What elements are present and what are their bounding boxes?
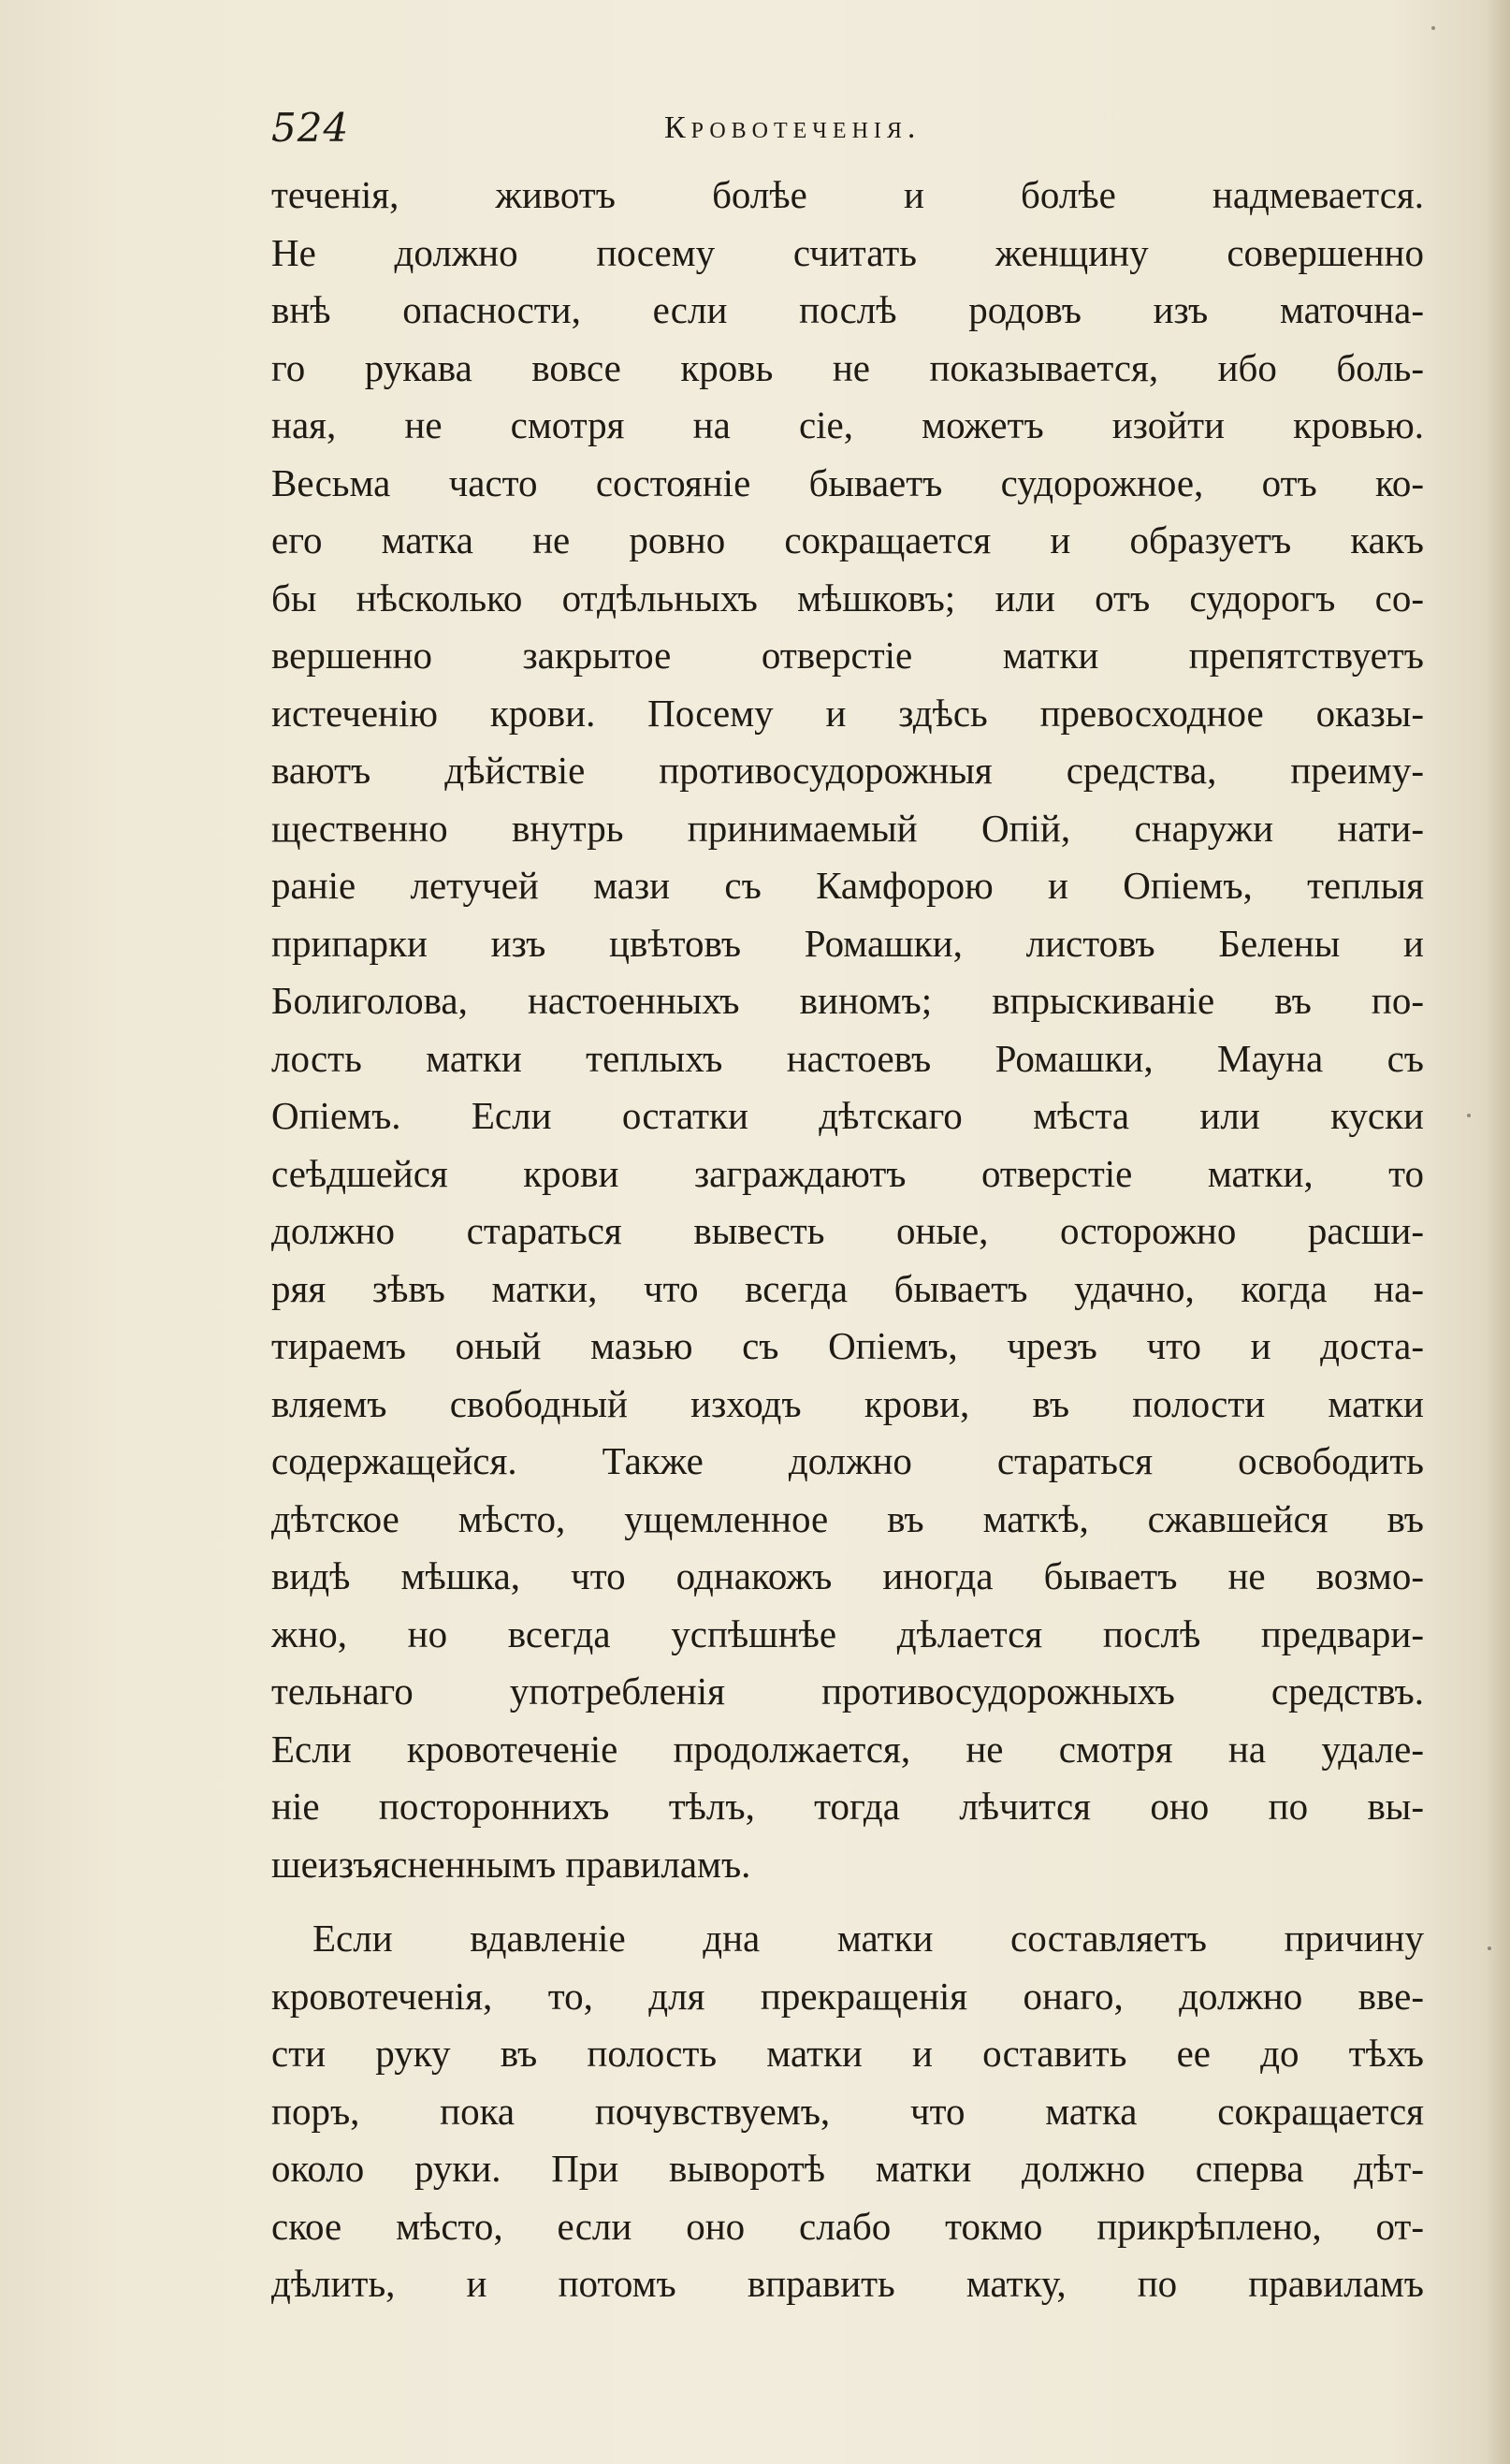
text-line: ваютъ дѣйствіе противосудорожныя средства, преиму-	[271, 749, 1424, 792]
text-line: Опіемъ. Если остатки дѣтскаго мѣста или куски	[271, 1094, 1424, 1137]
text-line: го рукава вовсе кровь не показывается, ибо боль-	[271, 345, 1424, 389]
text-line: тираемъ оный мазью съ Опіемъ, чрезъ что и доста-	[271, 1324, 1424, 1367]
text-line: ряя зѣвъ матки, что всегда бываетъ удачно, когда на-	[271, 1266, 1424, 1310]
text-line: поръ, пока почувствуемъ, что матка сокращается	[271, 2089, 1424, 2133]
text-line: припарки изъ цвѣтовъ Ромашки, листовъ Белены и	[271, 921, 1424, 965]
text-line: внѣ опасности, если послѣ родовъ изъ маточна-	[271, 288, 1424, 331]
page-edge-shadow	[1486, 0, 1510, 2464]
text-line: лость матки теплыхъ настоевъ Ромашки, Мауна съ	[271, 1036, 1424, 1080]
text-line: сти руку въ полость матки и оставить ее до тѣхъ	[271, 2032, 1424, 2075]
paragraph-gap	[271, 1893, 1424, 1910]
text-line: жно, но всегда успѣшнѣе дѣлается послѣ предвари-	[271, 1611, 1424, 1655]
text-line: вляемъ свободный изходъ крови, въ полости матки	[271, 1381, 1424, 1425]
text-line: Если вдавленіе дна матки составляетъ причину	[312, 1917, 1424, 1960]
text-line: шеизъясненнымъ правиламъ.	[271, 1842, 751, 1886]
text-line: Болиголова, настоенныхъ виномъ; впрыскиваніе въ по-	[271, 979, 1424, 1022]
text-line: его матка не ровно сокращается и образуетъ какъ	[271, 518, 1424, 561]
ink-speck	[1488, 1946, 1491, 1950]
text-line: Не должно посему считать женщину совершенно	[271, 230, 1424, 274]
text-line: бы нѣсколько отдѣльныхъ мѣшковъ; или отъ судорогъ со-	[271, 576, 1424, 620]
running-title: Кровотеченія.	[664, 110, 922, 145]
text-line: ское мѣсто, если оно слабо токмо прикрѣплено, от-	[271, 2204, 1424, 2248]
text-line: видѣ мѣшка, что однакожъ иногда бываетъ не возмо-	[271, 1554, 1424, 1597]
text-line: истеченію крови. Посему и здѣсь превосходное оказы-	[271, 691, 1424, 735]
text-line: ніе постороннихъ тѣлъ, тогда лѣчится оно по вы-	[271, 1785, 1424, 1828]
text-line: вершенно закрытое отверстіе матки препятствуетъ	[271, 634, 1424, 677]
text-line: Если кровотеченіе продолжается, не смотря на удале-	[271, 1727, 1424, 1771]
text-line: должно стараться вывесть оные, осторожно расши-	[271, 1209, 1424, 1252]
text-line: кровотеченія, то, для прекращенія онаго, должно вве-	[271, 1974, 1424, 2018]
page-header	[271, 105, 1422, 157]
text-line: содержащейся. Также должно стараться освободить	[271, 1439, 1424, 1482]
text-line: около руки. При выворотѣ матки должно сперва дѣт-	[271, 2147, 1424, 2190]
text-line: ная, не смотря на сіе, можетъ изойти кровью.	[271, 403, 1424, 446]
text-line: теченія, животъ болѣе и болѣе надмевается.	[271, 173, 1424, 216]
paragraph-2	[271, 1910, 1424, 2313]
body-text	[271, 167, 1424, 2313]
ink-speck	[1431, 26, 1435, 30]
ink-speck	[1467, 1114, 1471, 1117]
text-line: сеѣдшейся крови заграждаютъ отверстіе матки, то	[271, 1151, 1424, 1195]
paragraph-1	[271, 167, 1424, 1893]
text-line: щественно внутрь принимаемый Опій, снаружи нати-	[271, 806, 1424, 850]
text-line: тельнаго употребленія противосудорожныхъ средствъ.	[271, 1669, 1424, 1713]
text-line: раніе летучей мази съ Камфорою и Опіемъ, теплыя	[271, 864, 1424, 907]
text-line: дѣлить, и потомъ вправить матку, по правиламъ	[271, 2262, 1424, 2305]
page-number: 524	[271, 105, 350, 151]
text-line: Весьма часто состояніе бываетъ судорожное, отъ ко-	[271, 460, 1424, 504]
text-line: дѣтское мѣсто, ущемленное въ маткѣ, сжавшейся въ	[271, 1496, 1424, 1540]
